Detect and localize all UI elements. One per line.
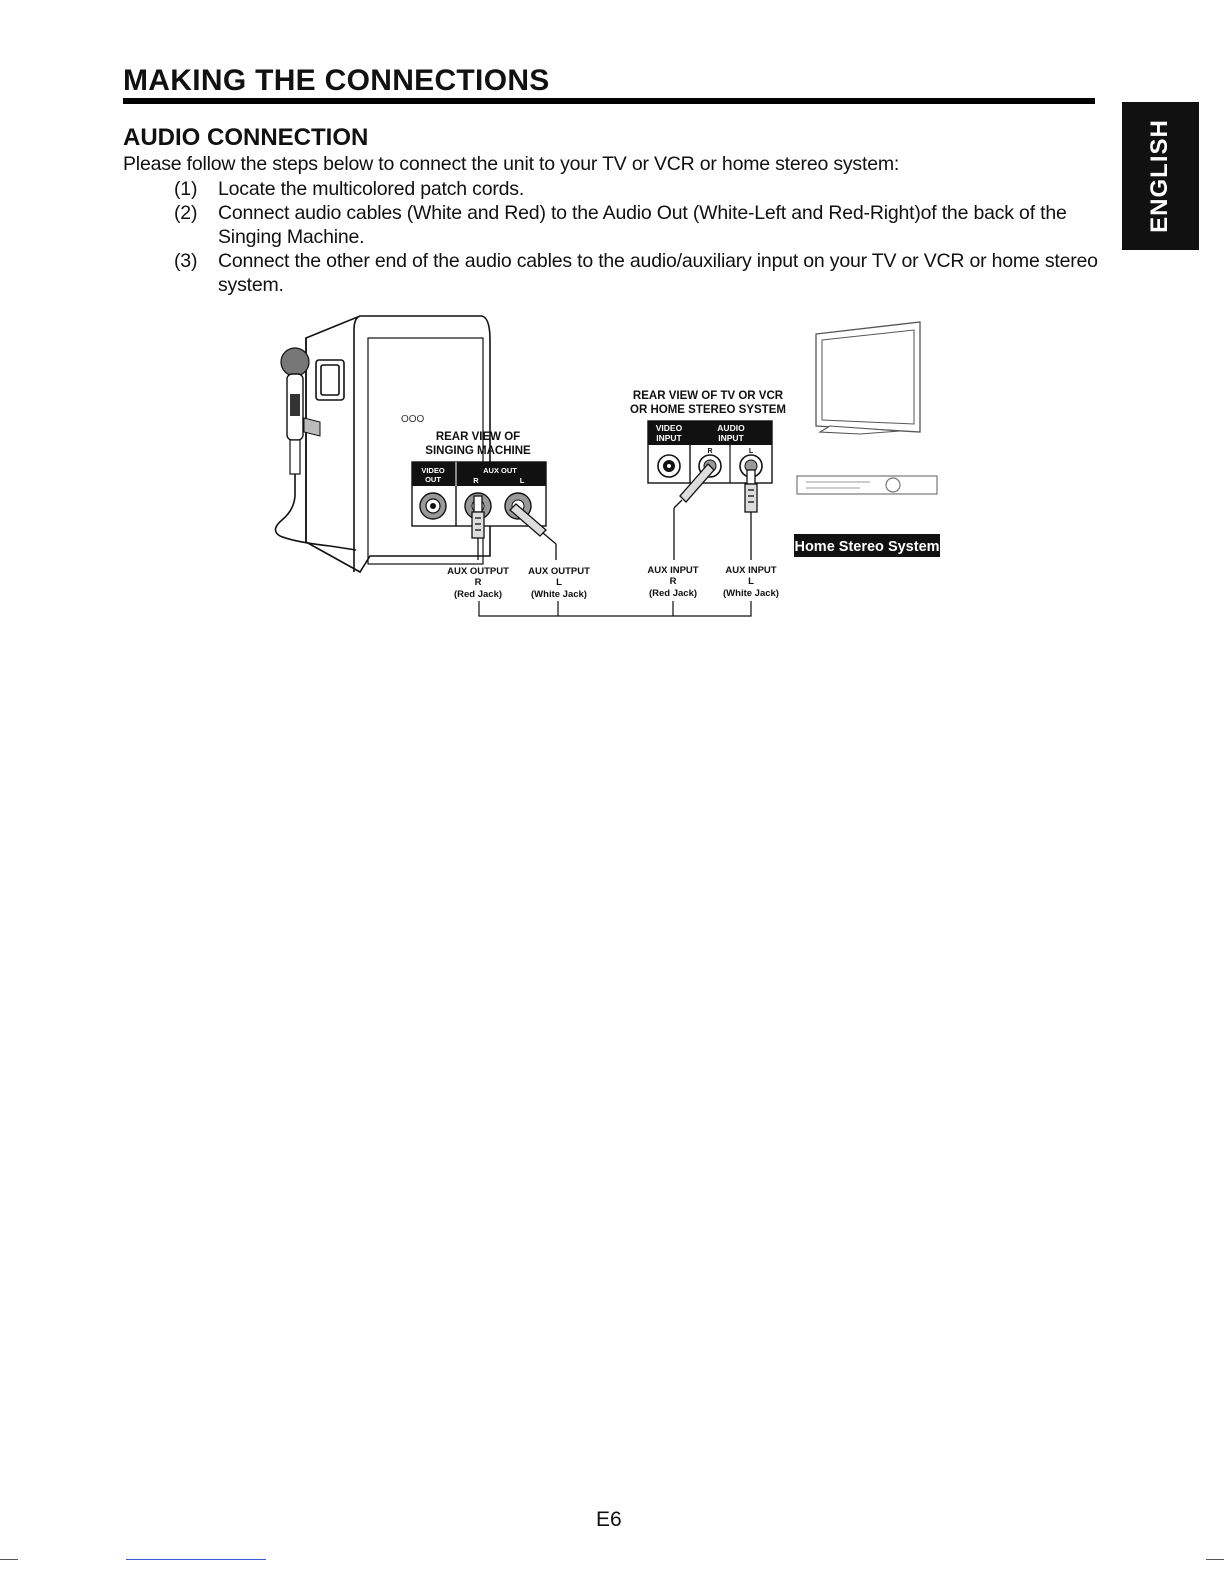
page-number: E6	[596, 1508, 622, 1531]
aux-output-r-label: (Red Jack)	[453, 589, 503, 600]
aux-output-l-label: (White Jack)	[531, 589, 587, 600]
aux-out-r-label: R	[473, 476, 479, 485]
step-item	[123, 177, 1098, 201]
video-input-jack	[658, 455, 680, 477]
language-tab-label: ENGLISH	[1146, 119, 1173, 233]
steps-list	[123, 177, 1098, 297]
video-out-label: OUT	[425, 475, 441, 484]
audio-input-l-label: L	[748, 448, 754, 455]
aux-output-r-label: R	[474, 577, 482, 588]
aux-input-r-label: (Red Jack)	[648, 588, 698, 599]
connection-bracket	[479, 601, 751, 616]
step-number: (1)	[174, 178, 198, 200]
video-out-label: VIDEO	[421, 466, 445, 475]
singing-machine-illustration	[306, 316, 490, 572]
aux-output-l-label: AUX OUTPUT	[528, 566, 590, 577]
title-rule	[123, 98, 1095, 104]
video-out-jack	[420, 493, 446, 519]
section-heading: AUDIO CONNECTION	[123, 124, 369, 151]
aux-out-label: AUX OUT	[483, 466, 517, 475]
aux-input-l-label: (White Jack)	[723, 588, 779, 599]
step-item	[123, 249, 1098, 297]
tv-rear-label-line1: REAR VIEW OF TV OR VCR	[632, 390, 784, 402]
footer-link-line	[126, 1559, 266, 1560]
connection-diagram	[260, 310, 960, 630]
aux-output-r-label: AUX OUTPUT	[447, 566, 509, 577]
machine-leds: OOO	[401, 414, 425, 425]
tv-illustration	[816, 322, 920, 434]
intro-text: Please follow the steps below to connect the unit to your TV or VCR or home stereo system:	[123, 153, 900, 175]
aux-out-l-label: L	[519, 476, 525, 485]
aux-input-r-label: R	[669, 576, 677, 587]
step-text: Connect the other end of the audio cables to the audio/auxiliary input on your TV or VCR or home stereo system.	[218, 250, 1098, 296]
audio-input-r-label: R	[707, 448, 713, 455]
home-stereo-badge-text: Home Stereo System	[794, 539, 940, 555]
stereo-receiver-illustration	[797, 476, 937, 494]
audio-input-label: AUDIO	[717, 423, 745, 433]
step-text: Connect audio cables (White and Red) to the Audio Out (White-Left and Red-Right)of the back of the Singing Machine.	[218, 202, 1067, 248]
video-input-label: VIDEO	[655, 423, 683, 433]
aux-input-l-label: AUX INPUT	[725, 565, 777, 576]
audio-input-label: INPUT	[718, 433, 744, 443]
language-tab	[1122, 102, 1199, 250]
aux-output-l-label: L	[556, 577, 562, 588]
aux-input-r-label: AUX INPUT	[647, 565, 699, 576]
aux-input-l-plug	[745, 470, 757, 560]
footer-line-left	[0, 1559, 18, 1560]
tv-rear-label-line2: OR HOME STEREO SYSTEM	[630, 404, 786, 416]
aux-input-l-label: L	[748, 576, 754, 587]
step-number: (2)	[174, 202, 198, 224]
video-input-label: INPUT	[656, 433, 682, 443]
step-number: (3)	[174, 250, 198, 272]
machine-rear-label-line1: REAR VIEW OF	[435, 431, 521, 443]
step-item	[123, 201, 1098, 249]
footer-line-right	[1206, 1559, 1224, 1560]
step-text: Locate the multicolored patch cords.	[218, 178, 525, 200]
page-title: MAKING THE CONNECTIONS	[123, 64, 550, 97]
machine-rear-label-line2: SINGING MACHINE	[425, 445, 531, 457]
